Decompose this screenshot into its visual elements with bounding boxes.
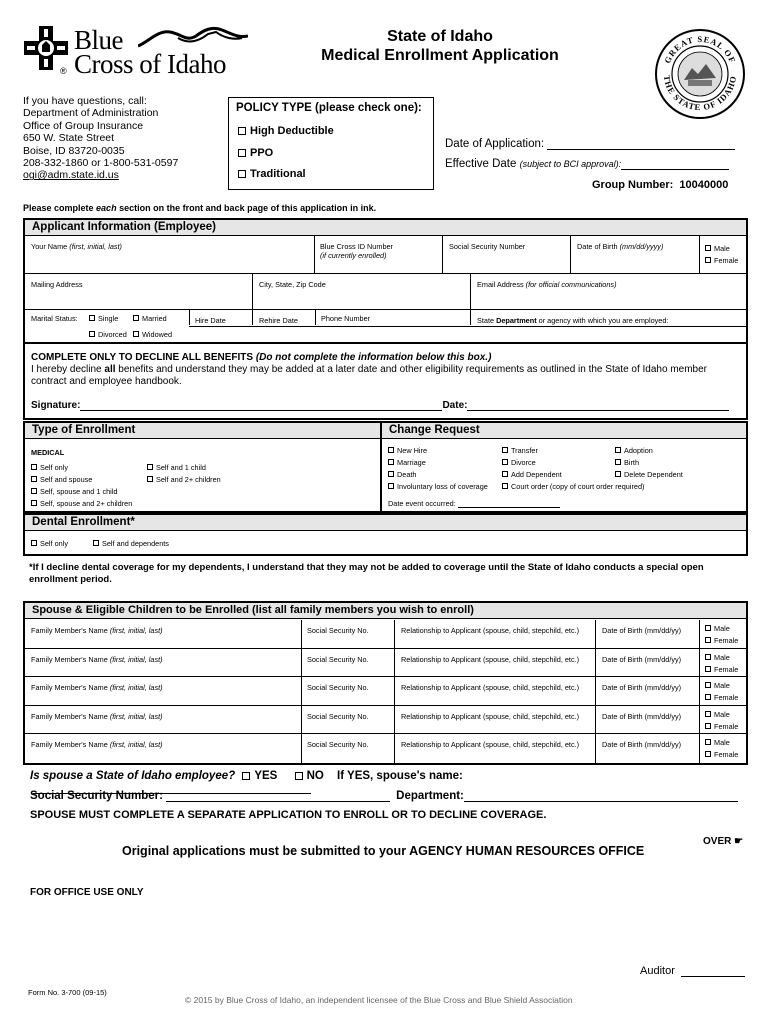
spouse-department-field[interactable] [464,791,738,802]
enrollment-section [23,421,748,513]
contact-info: If you have questions, call: Department of Administration Office of Group Insurance 650 W. State Street Boise, ID 83720-0035 208-332-1860 or 1-800-531-0597 ogi@adm.state.id.us [23,95,223,182]
dependent-name-field[interactable]: Family Member's Name (first, initial, last) [31,711,163,721]
dental-self-dependents[interactable]: Self and dependents [93,539,169,548]
change-birth[interactable]: Birth [615,458,639,467]
spouse-ssn-row: Social Security Number: Department: [30,790,738,802]
registered-mark: ® [60,66,67,76]
dependent-row [25,620,746,649]
change-divorce[interactable]: Divorce [502,458,536,467]
change-header: Change Request [382,423,746,439]
spouse-employee-question: Is spouse a State of Idaho employee? YES NO If YES, spouse's name: [30,770,740,794]
dependent-male[interactable]: Male [705,681,730,690]
enroll-self-spouse-2-children[interactable]: Self, spouse and 2+ children [31,499,132,508]
dependent-name-field[interactable]: Family Member's Name (first, initial, last) [31,626,163,635]
dependent-relationship-field[interactable]: Relationship to Applicant (spouse, child, stepchild, etc.) [401,683,580,692]
rehire-date-field[interactable]: Rehire Date [259,316,298,325]
dependent-ssn-field[interactable]: Social Security No. [307,711,369,721]
type-of-enrollment [25,423,382,511]
copyright: © 2015 by Blue Cross of Idaho, an independent licensee of the Blue Cross and Blue Shield Association [185,995,573,1005]
ssn-field[interactable]: Social Security Number [449,242,526,251]
dependent-ssn-field[interactable]: Social Security No. [307,654,369,664]
hire-date-field[interactable]: Hire Date [195,316,226,325]
mailing-address-field[interactable]: Mailing Address [31,280,83,289]
dependent-ssn-field[interactable]: Social Security No. [307,683,369,692]
change-request [382,423,746,511]
dependent-relationship-field[interactable]: Relationship to Applicant (spouse, child, stepchild, etc.) [401,711,580,721]
enroll-self-1-child[interactable]: Self and 1 child [147,463,206,472]
dependent-name-field[interactable]: Family Member's Name (first, initial, last) [31,654,163,664]
your-name-field[interactable]: Your Name (first, initial, last) [31,242,122,251]
enrollment-header: Type of Enrollment [25,423,380,439]
dependent-male[interactable]: Male [705,710,730,719]
page-title: State of Idaho Medical Enrollment Application [321,28,559,64]
dependent-ssn-field[interactable]: Social Security No. [307,626,369,635]
checkbox-icon[interactable] [238,127,246,135]
email-field[interactable]: Email Address (for official communications) [477,280,617,289]
city-state-zip-field[interactable]: City, State, Zip Code [259,280,326,289]
contact-email[interactable]: ogi@adm.state.id.us [23,169,119,182]
dependent-dob-field[interactable]: Date of Birth (mm/dd/yy) [602,683,682,692]
logo-line1: Blue [74,25,123,55]
seal-bottom-text: THE STATE OF IDAHO [661,74,739,113]
dependent-relationship-field[interactable]: Relationship to Applicant (spouse, child, stepchild, etc.) [401,654,580,664]
bc-id-field[interactable]: Blue Cross ID Number (if currently enrolled) [320,242,393,260]
form-number: Form No. 3-700 (09-15) [28,988,107,997]
change-involuntary-loss[interactable]: Involuntary loss of coverage [388,482,488,491]
marital-divorced[interactable]: Divorced [89,330,127,339]
dependent-female[interactable]: Female [705,750,738,759]
date-event-occurred: Date event occurred: [388,499,560,508]
spouse-yes-option[interactable]: YES [242,770,277,782]
instructions: Please complete each section on the front and back page of this application in ink. [23,203,377,213]
dependent-dob-field[interactable]: Date of Birth (mm/dd/yy) [602,654,682,664]
dependents-section [23,601,748,765]
dependent-female[interactable]: Female [705,636,738,645]
bcbs-logo [22,24,247,79]
state-seal [654,28,746,120]
change-court-order[interactable]: Court order (copy of court order required) [502,482,644,491]
effective-date-field[interactable] [621,159,729,170]
checkbox-icon[interactable] [238,170,246,178]
spouse-no-option[interactable]: NO [295,770,324,782]
dependent-male[interactable]: Male [705,624,730,633]
office-use-label: FOR OFFICE USE ONLY [30,887,144,898]
gender-female[interactable]: Female [705,256,738,265]
mountain-icon [138,24,248,48]
effective-date: Effective Date (subject to BCI approval): [445,158,729,170]
policy-traditional[interactable]: Traditional [238,168,306,180]
dependent-male[interactable]: Male [705,653,730,662]
applicant-row-3 [25,310,746,344]
marital-widowed[interactable]: Widowed [133,330,172,339]
pointing-hand-icon: ☛ [734,836,744,847]
dental-header: Dental Enrollment* [25,515,746,531]
policy-high-deductible[interactable]: High Deductible [238,125,334,137]
change-adoption[interactable]: Adoption [615,446,653,455]
gender-male[interactable]: Male [705,244,730,253]
change-transfer[interactable]: Transfer [502,446,538,455]
dob-field[interactable]: Date of Birth (mm/dd/yyyy) [577,242,664,251]
change-death[interactable]: Death [388,470,416,479]
seal-top-text: GREAT SEAL OF [662,33,738,65]
blue-cross-icon [22,24,70,72]
dependent-female[interactable]: Female [705,722,738,731]
dependent-female[interactable]: Female [705,693,738,702]
dental-self-only[interactable]: Self only [31,539,68,548]
dependent-row [25,706,746,735]
signature-date-field[interactable] [467,401,729,411]
enroll-self-spouse-1-child[interactable]: Self, spouse and 1 child [31,487,117,496]
checkbox-icon[interactable] [238,149,246,157]
over-indicator: OVER ☛ [703,836,744,847]
dependent-name-field[interactable]: Family Member's Name (first, initial, last) [31,740,163,749]
dependent-ssn-field[interactable]: Social Security No. [307,740,369,749]
spouse-must-notice: SPOUSE MUST COMPLETE A SEPARATE APPLICATION TO ENROLL OR TO DECLINE COVERAGE. [30,809,547,821]
dependent-relationship-field[interactable]: Relationship to Applicant (spouse, child, stepchild, etc.) [401,740,580,749]
change-new-hire[interactable]: New Hire [388,446,427,455]
applicant-section [23,218,748,420]
phone-number-field[interactable]: Phone Number [321,314,371,323]
change-add-dependent[interactable]: Add Dependent [502,470,562,479]
logo-line2: Cross of Idaho [74,49,226,79]
auditor-row: Auditor [640,965,745,977]
marital-status-label: Marital Status: [31,314,78,323]
enroll-self-spouse[interactable]: Self and spouse [31,475,92,484]
change-delete-dependent[interactable]: Delete Dependent [615,470,683,479]
auditor-field[interactable] [681,967,745,977]
applicant-row-2 [25,274,746,310]
policy-ppo[interactable]: PPO [238,147,273,159]
dependents-header: Spouse & Eligible Children to be Enrolled (list all family members you wish to enroll) [25,603,746,619]
marital-single[interactable]: Single [89,314,118,323]
dental-section [23,513,748,556]
dependent-row [25,649,746,678]
dependent-male[interactable]: Male [705,738,730,747]
date-of-application: Date of Application: [445,138,735,150]
policy-type-box [228,97,434,190]
dependent-name-field[interactable]: Family Member's Name (first, initial, last) [31,683,163,692]
dependent-row [25,677,746,706]
marital-married[interactable]: Married [133,314,167,323]
dependent-dob-field[interactable]: Date of Birth (mm/dd/yy) [602,740,682,749]
spouse-ssn-field[interactable] [166,791,390,802]
dependent-dob-field[interactable]: Date of Birth (mm/dd/yy) [602,711,682,721]
applicant-row-1 [25,236,746,274]
applicant-header: Applicant Information (Employee) [25,220,746,236]
date-event-field[interactable] [458,500,560,508]
state-department-field[interactable]: State Department or agency with which you are employed: [477,316,669,325]
dependent-row [25,734,746,763]
change-marriage[interactable]: Marriage [388,458,426,467]
signature-field[interactable] [80,401,442,411]
dependent-female[interactable]: Female [705,665,738,674]
date-application-field[interactable] [547,139,735,150]
dependent-relationship-field[interactable]: Relationship to Applicant (spouse, child, stepchild, etc.) [401,626,580,635]
dependent-dob-field[interactable]: Date of Birth (mm/dd/yy) [602,626,682,635]
enroll-self-only[interactable]: Self only [31,463,68,472]
group-number: Group Number: 10040000 [592,179,729,191]
dental-note: *If I decline dental coverage for my dependents, I understand that they may not be added to coverage until the State of Idaho conducts a special open enrollment period. [29,562,704,585]
policy-heading: POLICY TYPE (please check one): [236,102,422,114]
decline-signature: Signature: Date: [31,400,729,411]
original-applications-notice: Original applications must be submitted to your AGENCY HUMAN RESOURCES OFFICE [122,844,645,858]
decline-box: COMPLETE ONLY TO DECLINE ALL BENEFITS (Do not complete the information below this box.) I hereby decline all benefits and understand they may be added at a later date and other eligibility requirements as outlined in the State of Idaho member contract and employee handbook. [31,352,707,387]
enroll-self-2-children[interactable]: Self and 2+ children [147,475,221,484]
medical-label: MEDICAL [31,448,65,457]
